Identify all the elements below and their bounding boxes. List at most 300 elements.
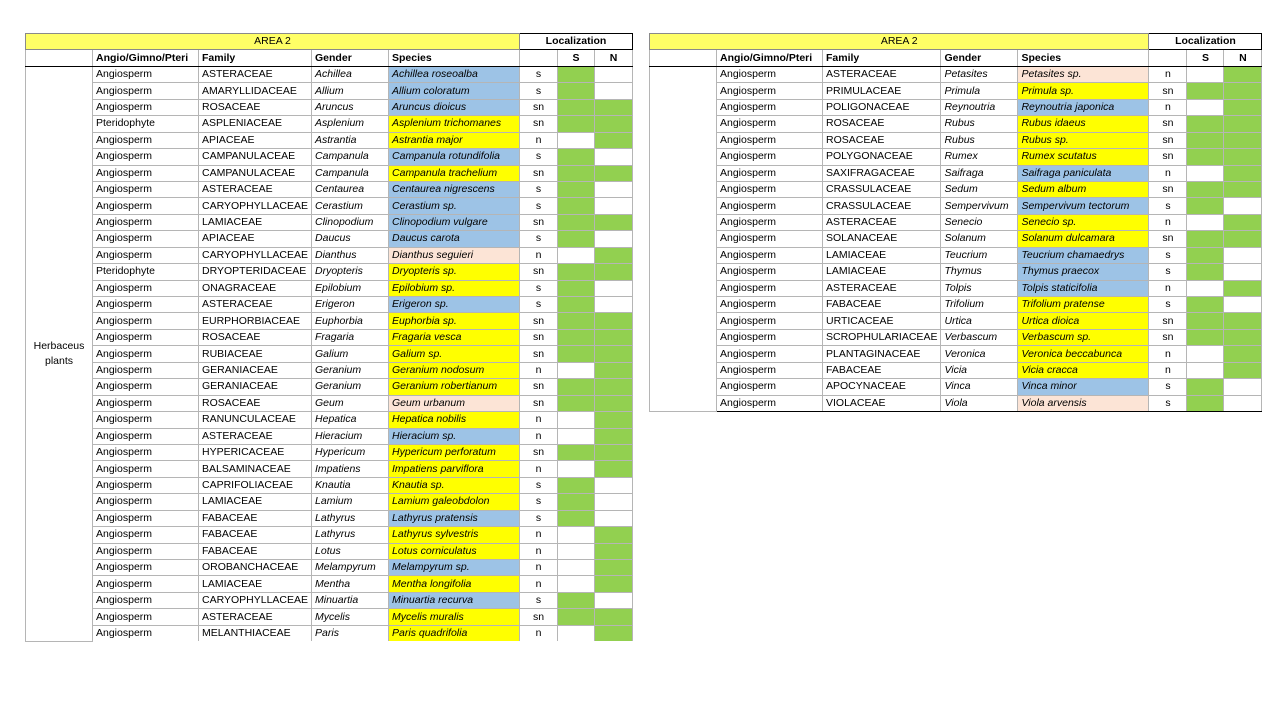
presence-n-cell (595, 99, 633, 115)
presence-s-cell (1187, 264, 1224, 280)
localization-code-cell: sn (1149, 231, 1187, 247)
gender-cell: Reynoutria (941, 99, 1018, 115)
table-row (26, 609, 633, 625)
localization-code-cell: sn (520, 116, 558, 132)
localization-code-cell: n (1149, 165, 1187, 181)
species-cell: Impatiens parviflora (389, 461, 520, 477)
presence-s-cell (1187, 198, 1224, 214)
localization-code-cell: s (1149, 297, 1187, 313)
family-cell: ROSACEAE (199, 329, 312, 345)
type-cell: Angiosperm (717, 99, 823, 115)
family-cell: APIACEAE (199, 132, 312, 148)
gender-cell: Teucrium (941, 247, 1018, 263)
localization-code-cell: s (1149, 247, 1187, 263)
table-row (26, 165, 633, 181)
species-cell: Petasites sp. (1018, 66, 1149, 82)
presence-n-cell (1224, 247, 1262, 263)
family-cell: SAXIFRAGACEAE (823, 165, 941, 181)
family-cell: APOCYNACEAE (823, 379, 941, 395)
type-cell: Pteridophyte (93, 116, 199, 132)
type-cell: Angiosperm (93, 625, 199, 641)
species-cell: Hieracium sp. (389, 428, 520, 444)
gender-cell: Tolpis (941, 280, 1018, 296)
table-row (26, 264, 633, 280)
presence-n-cell (595, 83, 633, 99)
presence-n-cell (1224, 362, 1262, 378)
species-cell: Lathyrus pratensis (389, 510, 520, 526)
presence-s-cell (558, 313, 595, 329)
presence-s-cell (558, 625, 595, 641)
presence-n-cell (1224, 165, 1262, 181)
presence-n-cell (595, 494, 633, 510)
type-cell: Angiosperm (717, 83, 823, 99)
table-row (26, 83, 633, 99)
family-cell: EURPHORBIACEAE (199, 313, 312, 329)
presence-s-cell (558, 247, 595, 263)
gender-cell: Urtica (941, 313, 1018, 329)
species-cell: Centaurea nigrescens (389, 181, 520, 197)
gender-cell: Hypericum (312, 444, 389, 460)
presence-s-cell (558, 412, 595, 428)
family-cell: HYPERICACEAE (199, 444, 312, 460)
presence-s-cell (558, 543, 595, 559)
type-cell: Angiosperm (93, 379, 199, 395)
presence-n-cell (595, 560, 633, 576)
localization-code-cell: n (520, 543, 558, 559)
gender-cell: Veronica (941, 346, 1018, 362)
table-row (26, 346, 633, 362)
localization-code-cell: n (520, 362, 558, 378)
presence-s-cell (558, 609, 595, 625)
localization-code-cell: s (1149, 198, 1187, 214)
gender-cell: Saifraga (941, 165, 1018, 181)
type-cell: Angiosperm (717, 66, 823, 82)
presence-n-cell (595, 412, 633, 428)
species-cell: Sempervivum tectorum (1018, 198, 1149, 214)
family-cell: LAMIACEAE (199, 494, 312, 510)
presence-s-cell (558, 66, 595, 82)
presence-s-cell (558, 198, 595, 214)
localization-code-cell: n (520, 428, 558, 444)
type-cell: Angiosperm (717, 264, 823, 280)
type-cell: Angiosperm (717, 181, 823, 197)
presence-s-cell (558, 527, 595, 543)
localization-code-cell: n (520, 527, 558, 543)
family-cell: LAMIACEAE (823, 264, 941, 280)
type-cell: Angiosperm (93, 313, 199, 329)
species-cell: Lathyrus sylvestris (389, 527, 520, 543)
gender-cell: Sempervivum (941, 198, 1018, 214)
group-header (650, 50, 717, 66)
presence-s-cell (1187, 116, 1224, 132)
table-row (650, 198, 1262, 214)
table-row (650, 66, 1262, 82)
family-cell: BALSAMINACEAE (199, 461, 312, 477)
n-column-header: N (595, 50, 633, 66)
family-column-header: Family (199, 50, 312, 66)
species-cell: Verbascum sp. (1018, 329, 1149, 345)
species-cell: Galium sp. (389, 346, 520, 362)
presence-s-cell (558, 132, 595, 148)
gender-cell: Asplenium (312, 116, 389, 132)
presence-s-cell (1187, 280, 1224, 296)
table-row (26, 461, 633, 477)
type-cell: Angiosperm (93, 83, 199, 99)
family-cell: OROBANCHACEAE (199, 560, 312, 576)
family-cell: ASTERACEAE (199, 428, 312, 444)
localization-code-cell: s (520, 494, 558, 510)
family-cell: ASPLENIACEAE (199, 116, 312, 132)
table-row (26, 510, 633, 526)
table-row (26, 99, 633, 115)
type-cell: Angiosperm (717, 132, 823, 148)
gender-cell: Lamium (312, 494, 389, 510)
gender-cell: Thymus (941, 264, 1018, 280)
species-cell: Viola arvensis (1018, 395, 1149, 411)
species-cell: Rubus sp. (1018, 132, 1149, 148)
localization-code-cell: sn (1149, 149, 1187, 165)
species-cell: Epilobium sp. (389, 280, 520, 296)
family-cell: ASTERACEAE (199, 609, 312, 625)
table-row (26, 198, 633, 214)
localization-code-cell: n (1149, 362, 1187, 378)
localization-code-cell: sn (1149, 329, 1187, 345)
presence-n-cell (595, 625, 633, 641)
type-column-header: Angio/Gimno/Pteri (93, 50, 199, 66)
family-cell: FABACEAE (823, 297, 941, 313)
gender-cell: Melampyrum (312, 560, 389, 576)
species-cell: Hepatica nobilis (389, 412, 520, 428)
presence-n-cell (595, 428, 633, 444)
species-cell: Campanula trachelium (389, 165, 520, 181)
presence-s-cell (1187, 214, 1224, 230)
localization-code-cell: n (1149, 346, 1187, 362)
species-cell: Lotus corniculatus (389, 543, 520, 559)
presence-n-cell (595, 477, 633, 493)
species-cell: Clinopodium vulgare (389, 214, 520, 230)
table-row (26, 214, 633, 230)
localization-code-cell: sn (520, 313, 558, 329)
table-row (650, 132, 1262, 148)
type-cell: Angiosperm (93, 99, 199, 115)
gender-cell: Petasites (941, 66, 1018, 82)
family-cell: FABACEAE (199, 510, 312, 526)
species-cell: Geranium nodosum (389, 362, 520, 378)
table-row (26, 132, 633, 148)
table-row (26, 494, 633, 510)
gender-cell: Fragaria (312, 329, 389, 345)
localization-code-cell: n (520, 247, 558, 263)
type-cell: Angiosperm (717, 395, 823, 411)
gender-cell: Geum (312, 395, 389, 411)
species-cell: Mycelis muralis (389, 609, 520, 625)
localization-code-cell: s (520, 297, 558, 313)
type-cell: Angiosperm (93, 362, 199, 378)
family-cell: RUBIACEAE (199, 346, 312, 362)
localization-code-cell: n (520, 461, 558, 477)
table-row (26, 362, 633, 378)
presence-s-cell (558, 280, 595, 296)
gender-cell: Paris (312, 625, 389, 641)
species-cell: Vicia cracca (1018, 362, 1149, 378)
presence-s-cell (1187, 379, 1224, 395)
type-cell: Angiosperm (93, 181, 199, 197)
presence-s-cell (1187, 132, 1224, 148)
table-row (26, 297, 633, 313)
localization-code-cell: s (520, 198, 558, 214)
table-row (26, 412, 633, 428)
species-cell: Astrantia major (389, 132, 520, 148)
gender-cell: Primula (941, 83, 1018, 99)
species-cell: Achillea roseoalba (389, 66, 520, 82)
species-cell: Teucrium chamaedrys (1018, 247, 1149, 263)
table-row (650, 362, 1262, 378)
type-cell: Angiosperm (717, 247, 823, 263)
table-row (650, 116, 1262, 132)
localization-code-cell: sn (520, 99, 558, 115)
type-cell: Angiosperm (93, 494, 199, 510)
gender-cell: Campanula (312, 149, 389, 165)
species-cell: Knautia sp. (389, 477, 520, 493)
species-cell: Lamium galeobdolon (389, 494, 520, 510)
type-cell: Angiosperm (717, 231, 823, 247)
localization-header: Localization (520, 34, 633, 50)
localization-header: Localization (1149, 34, 1262, 50)
table-row (650, 280, 1262, 296)
type-cell: Angiosperm (93, 576, 199, 592)
gender-cell: Cerastium (312, 198, 389, 214)
species-cell: Dryopteris sp. (389, 264, 520, 280)
family-cell: FABACEAE (199, 527, 312, 543)
table-row (650, 346, 1262, 362)
type-cell: Angiosperm (717, 297, 823, 313)
type-cell: Angiosperm (717, 313, 823, 329)
table-row (26, 313, 633, 329)
presence-s-cell (558, 592, 595, 608)
presence-s-cell (1187, 329, 1224, 345)
presence-s-cell (558, 116, 595, 132)
species-cell: Urtica dioica (1018, 313, 1149, 329)
localization-code-cell: n (1149, 99, 1187, 115)
gender-column-header: Gender (312, 50, 389, 66)
type-cell: Angiosperm (717, 329, 823, 345)
presence-n-cell (595, 264, 633, 280)
presence-s-cell (558, 510, 595, 526)
presence-s-cell (558, 576, 595, 592)
presence-n-cell (1224, 214, 1262, 230)
table-row (26, 66, 633, 82)
family-cell: ROSACEAE (199, 99, 312, 115)
presence-s-cell (1187, 83, 1224, 99)
localization-code-cell: sn (520, 379, 558, 395)
gender-cell: Clinopodium (312, 214, 389, 230)
localization-code-cell: s (520, 181, 558, 197)
presence-n-cell (595, 247, 633, 263)
gender-cell: Epilobium (312, 280, 389, 296)
table-row (26, 280, 633, 296)
type-cell: Angiosperm (717, 362, 823, 378)
gender-cell: Euphorbia (312, 313, 389, 329)
type-cell: Angiosperm (93, 247, 199, 263)
presence-s-cell (1187, 346, 1224, 362)
table-row (650, 379, 1262, 395)
presence-n-cell (595, 379, 633, 395)
type-cell: Angiosperm (717, 198, 823, 214)
species-column-header: Species (1018, 50, 1149, 66)
localization-code-cell: sn (1149, 181, 1187, 197)
table-row (650, 165, 1262, 181)
presence-n-cell (1224, 346, 1262, 362)
family-cell: CARYOPHYLLACEAE (199, 198, 312, 214)
species-cell: Geranium robertianum (389, 379, 520, 395)
type-cell: Angiosperm (717, 214, 823, 230)
type-cell: Angiosperm (93, 231, 199, 247)
presence-n-cell (595, 329, 633, 345)
type-column-header: Angio/Gimno/Pteri (717, 50, 823, 66)
localization-code-cell: s (520, 510, 558, 526)
type-cell: Angiosperm (93, 592, 199, 608)
family-cell: ONAGRACEAE (199, 280, 312, 296)
type-cell: Angiosperm (93, 428, 199, 444)
localization-code-cell: s (520, 66, 558, 82)
presence-n-cell (1224, 198, 1262, 214)
localization-code-cell: n (520, 132, 558, 148)
localization-code-cell: n (1149, 66, 1187, 82)
type-cell: Angiosperm (93, 297, 199, 313)
table-row (650, 264, 1262, 280)
presence-s-cell (558, 560, 595, 576)
type-cell: Angiosperm (93, 149, 199, 165)
family-cell: CRASSULACEAE (823, 198, 941, 214)
localization-code-cell: s (520, 149, 558, 165)
table-row (26, 543, 633, 559)
group-label-line: plants (44, 354, 74, 367)
species-cell: Vinca minor (1018, 379, 1149, 395)
family-cell: CAMPANULACEAE (199, 165, 312, 181)
type-cell: Angiosperm (93, 395, 199, 411)
gender-cell: Lathyrus (312, 527, 389, 543)
presence-n-cell (595, 576, 633, 592)
family-cell: DRYOPTERIDACEAE (199, 264, 312, 280)
localization-code-cell: s (1149, 379, 1187, 395)
gender-cell: Hepatica (312, 412, 389, 428)
gender-cell: Solanum (941, 231, 1018, 247)
gender-cell: Mentha (312, 576, 389, 592)
presence-n-cell (1224, 132, 1262, 148)
species-cell: Aruncus dioicus (389, 99, 520, 115)
species-cell: Solanum dulcamara (1018, 231, 1149, 247)
localization-code-cell: s (520, 231, 558, 247)
presence-s-cell (558, 214, 595, 230)
family-cell: CAPRIFOLIACEAE (199, 477, 312, 493)
family-cell: ROSACEAE (199, 395, 312, 411)
family-cell: LAMIACEAE (199, 214, 312, 230)
left-table (25, 33, 633, 642)
right-species-table (649, 33, 1262, 412)
presence-n-cell (1224, 313, 1262, 329)
family-column-header: Family (823, 50, 941, 66)
group-label-line: Herbaceus (33, 339, 85, 352)
table-row (26, 247, 633, 263)
presence-s-cell (558, 362, 595, 378)
type-cell: Angiosperm (93, 280, 199, 296)
presence-n-cell (595, 198, 633, 214)
presence-s-cell (558, 165, 595, 181)
family-cell: MELANTHIACEAE (199, 625, 312, 641)
presence-s-cell (1187, 66, 1224, 82)
species-cell: Rubus idaeus (1018, 116, 1149, 132)
type-cell: Angiosperm (93, 329, 199, 345)
presence-n-cell (1224, 297, 1262, 313)
presence-s-cell (558, 428, 595, 444)
presence-n-cell (595, 165, 633, 181)
gender-cell: Knautia (312, 477, 389, 493)
species-cell: Tolpis staticifolia (1018, 280, 1149, 296)
presence-s-cell (1187, 149, 1224, 165)
presence-n-cell (1224, 264, 1262, 280)
type-cell: Angiosperm (717, 149, 823, 165)
table-row (26, 560, 633, 576)
presence-s-cell (558, 395, 595, 411)
presence-n-cell (595, 346, 633, 362)
table-row (26, 592, 633, 608)
presence-s-cell (1187, 247, 1224, 263)
localization-code-cell: sn (520, 264, 558, 280)
localization-code-cell: sn (520, 395, 558, 411)
presence-n-cell (595, 461, 633, 477)
species-cell: Trifolium pratense (1018, 297, 1149, 313)
localization-code-cell: s (520, 280, 558, 296)
area-title: AREA 2 (650, 34, 1149, 50)
presence-n-cell (1224, 66, 1262, 82)
type-cell: Angiosperm (717, 379, 823, 395)
presence-n-cell (595, 116, 633, 132)
family-cell: ROSACEAE (823, 132, 941, 148)
presence-n-cell (595, 66, 633, 82)
localization-code-cell: s (520, 592, 558, 608)
species-cell: Paris quadrifolia (389, 625, 520, 641)
type-cell: Angiosperm (93, 510, 199, 526)
presence-s-cell (558, 461, 595, 477)
table-row (26, 444, 633, 460)
presence-n-cell (595, 609, 633, 625)
family-cell: CARYOPHYLLACEAE (199, 592, 312, 608)
localization-code-cell: n (1149, 214, 1187, 230)
type-cell: Angiosperm (93, 527, 199, 543)
localization-code-cell: sn (520, 609, 558, 625)
presence-s-cell (558, 346, 595, 362)
species-cell: Saifraga paniculata (1018, 165, 1149, 181)
localization-code-cell: sn (1149, 116, 1187, 132)
family-cell: LAMIACEAE (199, 576, 312, 592)
localization-code-cell: s (1149, 395, 1187, 411)
presence-s-cell (1187, 181, 1224, 197)
presence-n-cell (1224, 83, 1262, 99)
localization-code-cell: sn (1149, 132, 1187, 148)
gender-cell: Aruncus (312, 99, 389, 115)
type-cell: Angiosperm (93, 543, 199, 559)
table-row (26, 428, 633, 444)
presence-s-cell (1187, 362, 1224, 378)
gender-cell: Rubus (941, 132, 1018, 148)
localization-code-cell: s (520, 477, 558, 493)
table-row (26, 625, 633, 641)
type-cell: Angiosperm (93, 477, 199, 493)
table-row (650, 181, 1262, 197)
gender-cell: Hieracium (312, 428, 389, 444)
localization-code-cell: s (520, 83, 558, 99)
s-column-header: S (1187, 50, 1224, 66)
